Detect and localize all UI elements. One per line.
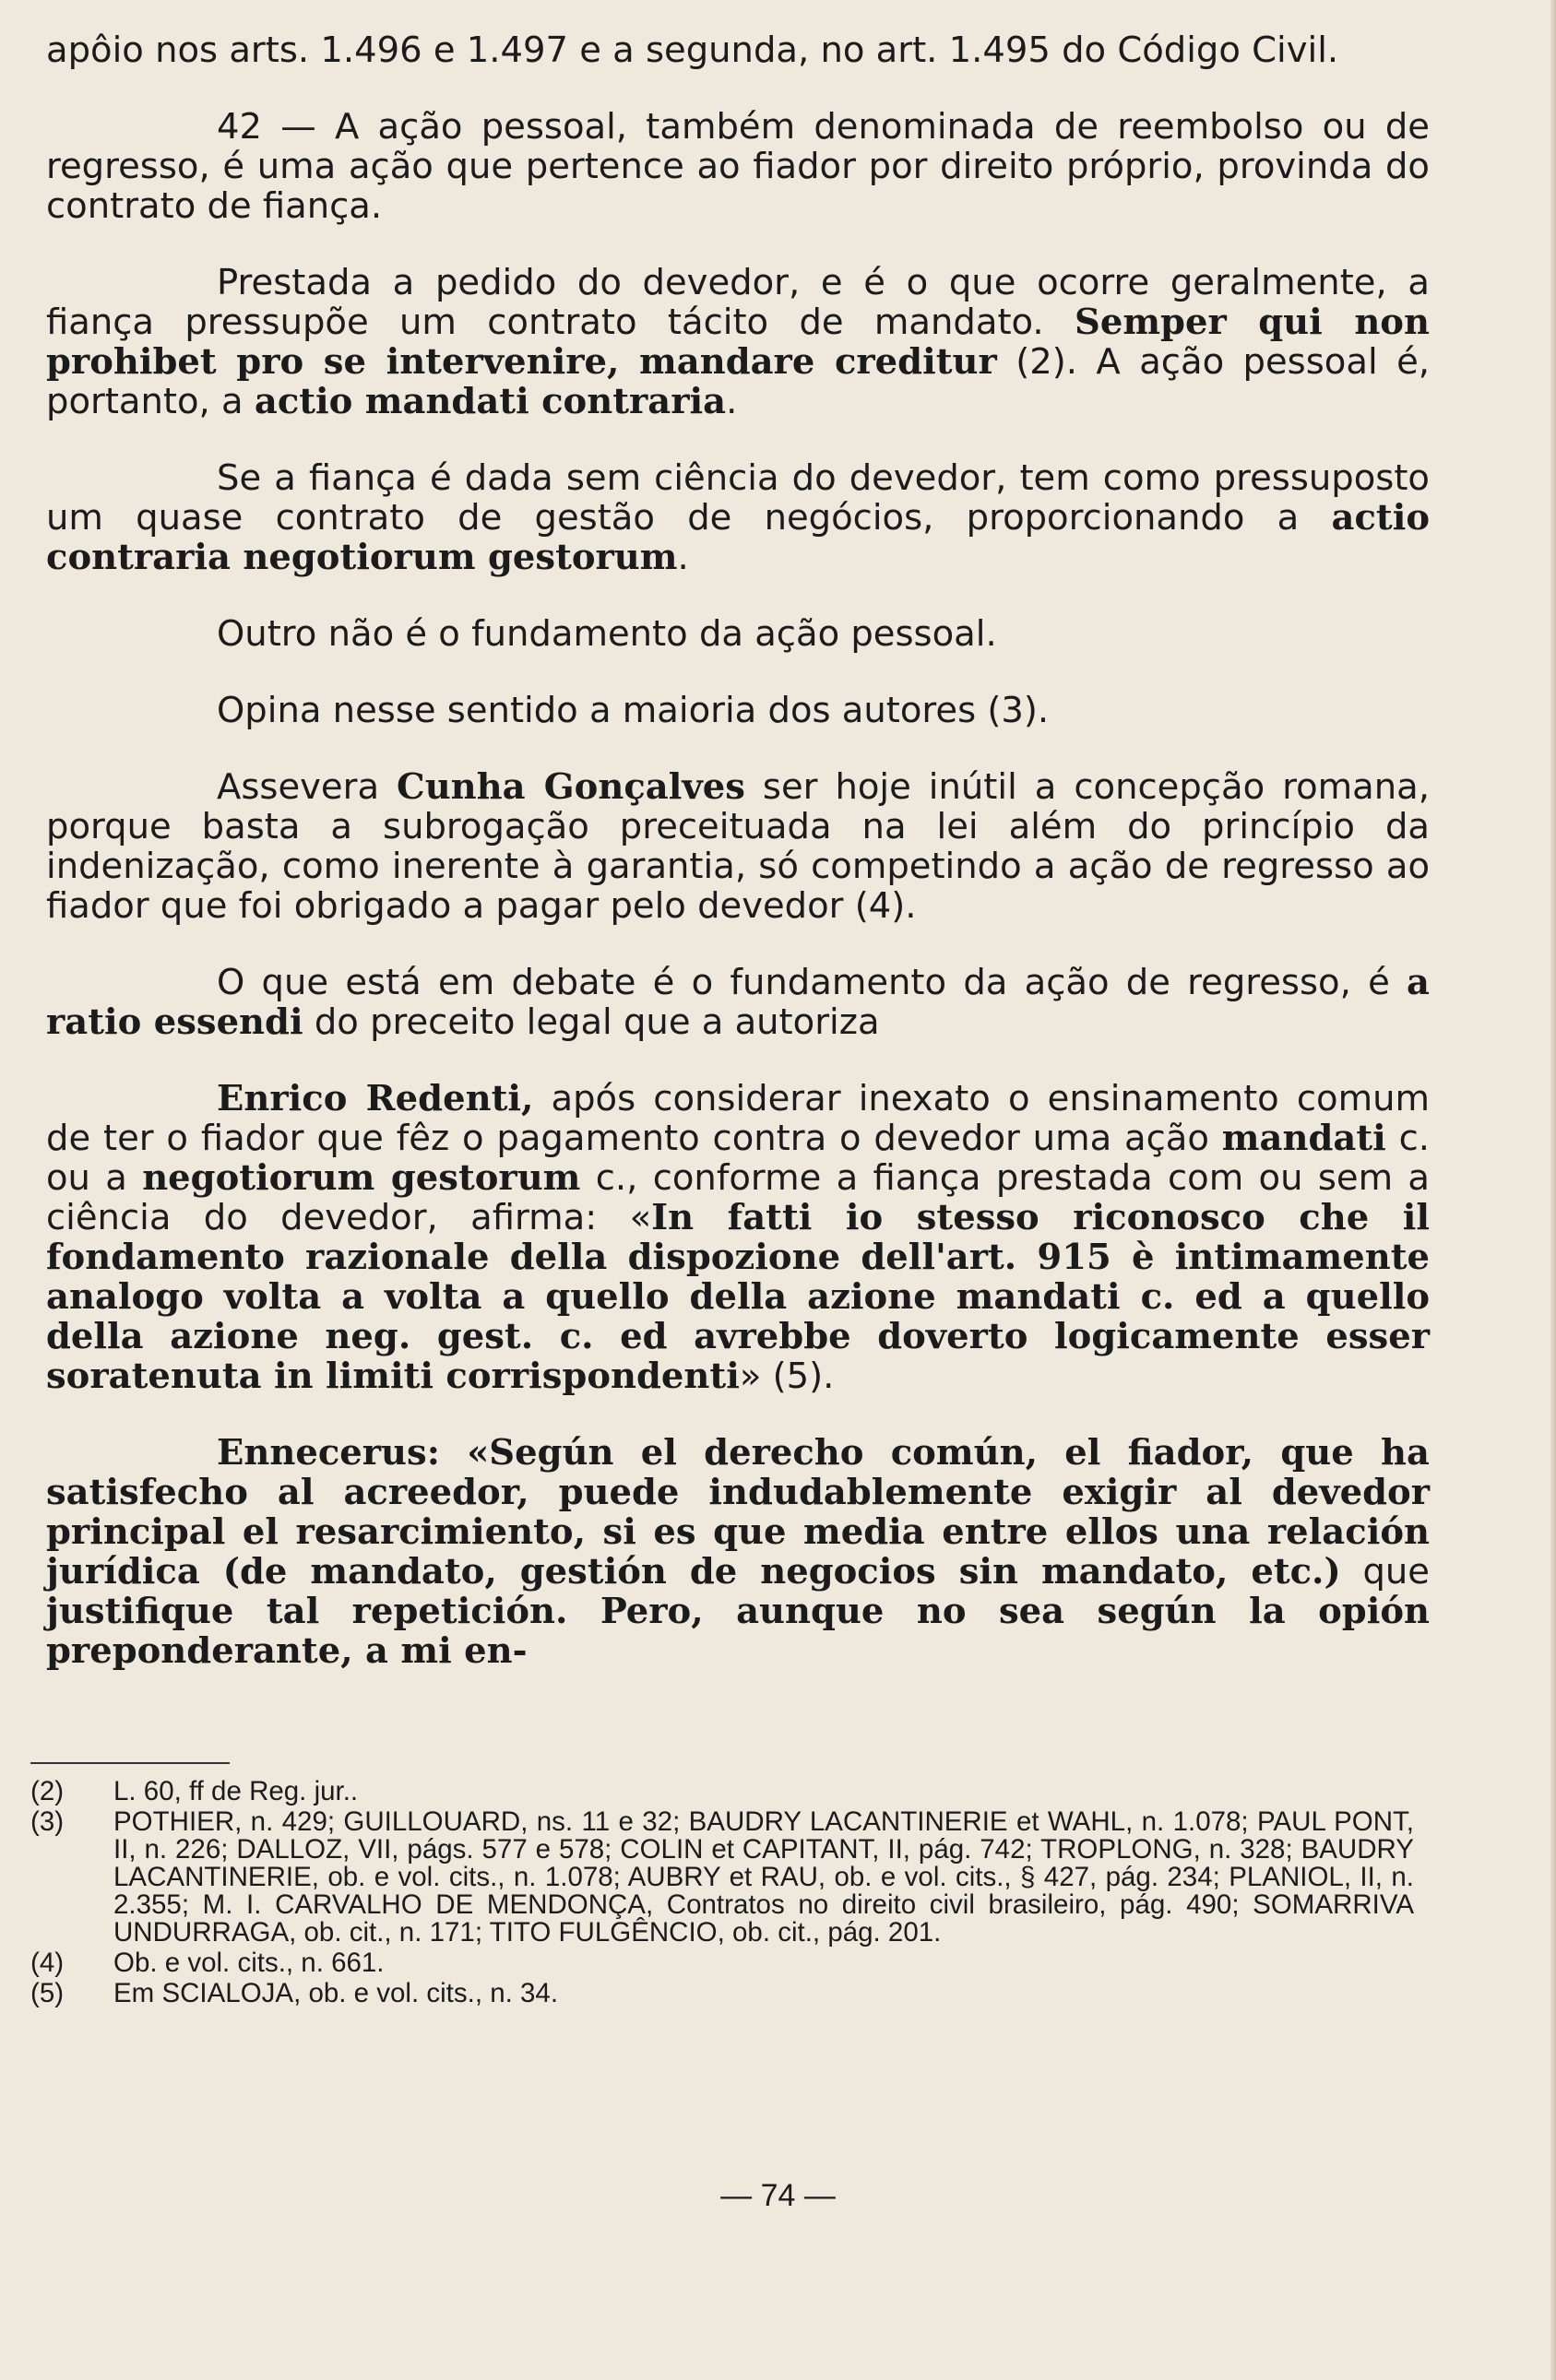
footnote-text: Em SCIALOJA, ob. e vol. cits., n. 34. bbox=[113, 1978, 559, 2008]
footnotes bbox=[30, 1778, 1414, 2010]
body-text bbox=[46, 30, 1430, 1708]
text-run: . bbox=[677, 537, 689, 578]
text-run: 42 — A ação pessoal, também denominada de reembolso ou de regresso, é uma ação que pertence ao fiador por direito próprio, provinda do contrato de fiança. bbox=[46, 106, 1430, 227]
text-run: após considerar inexato o ensinamento comum de ter o fiador que fêz o pagamento contra o devedor uma ação bbox=[46, 1078, 1430, 1159]
text-run: Outro não é o fundamento da ação pessoal. bbox=[217, 613, 997, 655]
footnote-rule bbox=[30, 1762, 230, 1764]
text-run: Prestada a pedido do devedor, e é o que ocorre geralmente, a fiança pressupõe um contrato tácito de mandato. bbox=[46, 262, 1430, 343]
footnote-text: Ob. e vol. cits., n. 661. bbox=[113, 1948, 385, 1978]
paragraph bbox=[46, 963, 1430, 1042]
text-run: . bbox=[726, 381, 738, 422]
text-run: do preceito legal que a autoriza bbox=[303, 1001, 880, 1043]
paragraph bbox=[46, 1433, 1430, 1671]
page-edge bbox=[1550, 0, 1556, 2380]
text-run: (2). A ação pessoal é, portanto, a bbox=[46, 341, 1431, 422]
text-run: que bbox=[1340, 1551, 1430, 1593]
bold-text: actio contraria negotiorum gestorum bbox=[46, 497, 1430, 578]
text-run: ser hoje inútil a concepção romana, porque basta a subrogação preceituada na lei além do princípio da indenização, como inerente à garantia, só competindo a ação de regresso ao fiador que foi obrigado a pagar pelo devedor (4). bbox=[46, 766, 1430, 927]
bold-text: Ennecerus: «Según el derecho común, el fiador, que ha satisfecho al acreedor, puede indudablemente exigir al devedor principal el resarcimiento, si es que media entre ellos una relación jurídica (de mandato, gestión de negocios sin mandato, etc.) bbox=[46, 1432, 1430, 1593]
footnote bbox=[30, 1778, 1414, 1806]
paragraph bbox=[46, 107, 1430, 226]
paragraph bbox=[46, 614, 1430, 654]
bold-text: Cunha Gonçalves bbox=[397, 766, 745, 808]
text-run: Assevera bbox=[217, 766, 398, 808]
paragraph bbox=[46, 767, 1430, 926]
paragraph bbox=[46, 458, 1430, 577]
footnote bbox=[30, 1980, 1414, 2007]
text-run: Opina nesse sentido a maioria dos autores (3). bbox=[217, 690, 1050, 731]
text-run: c., conforme a fiança prestada com ou sem a ciência do devedor, afirma: « bbox=[46, 1157, 1430, 1238]
bold-text: a ratio essendi bbox=[46, 962, 1430, 1043]
text-run: apôio nos arts. 1.496 e 1.497 e a segunda, no art. 1.495 do Código Civil. bbox=[46, 30, 1339, 71]
text-run: Se a fiança é dada sem ciência do devedor, tem como pressuposto um quase contrato de gestão de negócios, proporcionando a bbox=[46, 457, 1430, 539]
paragraph bbox=[46, 30, 1430, 70]
footnote-number: (2) bbox=[30, 1776, 65, 1806]
text-run: » (5). bbox=[739, 1356, 835, 1397]
footnote-text: L. 60, ff de Reg. jur.. bbox=[113, 1776, 359, 1806]
footnote bbox=[30, 1808, 1414, 1947]
footnote-number: (4) bbox=[30, 1948, 65, 1978]
bold-text: justifique tal repetición. Pero, aunque no sea según la opión preponderante, a mi en- bbox=[46, 1591, 1430, 1672]
bold-text: actio mandati contraria bbox=[254, 381, 727, 422]
paragraph bbox=[46, 691, 1430, 730]
paragraph bbox=[46, 1079, 1430, 1396]
footnote-number: (3) bbox=[30, 1806, 65, 1837]
paragraph bbox=[46, 263, 1430, 421]
footnote-text: POTHIER, n. 429; GUILLOUARD, ns. 11 e 32; BAUDRY LACANTINERIE et WAHL, n. 1.078; PAUL PONT, II, n. 226; DALLOZ, VII, págs. 577 e 578; COLIN et CAPITANT, II, pág. 742; TROPLONG, n. 328; BAUDRY LACANTINERIE, ob. e vol. cits., n. 1.078; AUBRY et RAU, ob. e vol. cits., § 427, pág. 234; PLANIOL, II, n. 2.355; M. I. CARVALHO DE MENDONÇA, Contratos no direito civil brasileiro, pág. 490; SOMARRIVA UNDURRAGA, ob. cit., n. 171; TITO FULGÊNCIO, ob. cit., pág. 201. bbox=[113, 1806, 1414, 1948]
bold-text: In fatti io stesso riconosco che il fondamento razionale della dispozione dell'art. 915 è intimamente analogo volta a volta a quello della azione mandati c. ed a quello della azione neg. gest. c. ed avrebbe doverto logicamente esser soratenuta in limiti corrispondenti bbox=[46, 1197, 1430, 1397]
footnote-number: (5) bbox=[30, 1978, 65, 2008]
text-run: O que está em debate é o fundamento da ação de regresso, é bbox=[217, 962, 1408, 1003]
bold-text: Enrico Redenti, bbox=[217, 1078, 534, 1119]
text-run: c. ou a bbox=[46, 1118, 1430, 1199]
bold-text: Semper qui non prohibet pro se intervenire, mandare creditur bbox=[46, 302, 1430, 383]
bold-text: negotiorum gestorum bbox=[142, 1157, 581, 1199]
footnote bbox=[30, 1949, 1414, 1977]
page-number: — 74 — bbox=[720, 2178, 836, 2213]
bold-text: mandati bbox=[1221, 1118, 1386, 1159]
